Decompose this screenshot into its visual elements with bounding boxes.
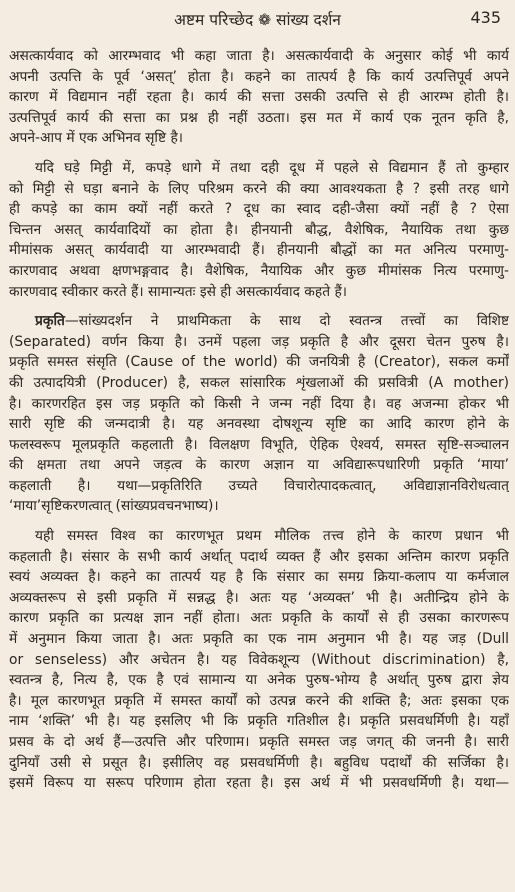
text-line: चिन्तन असत् कार्यवादियों का होता है। हीनयानी बौद्ध, वैशेषिक, नैयायिक तथा कुछ [9, 221, 509, 238]
text-line: दुनियाँ उसी से प्रसूत है। इसीलिए वह प्रसवधर्मिणी है। बहुविध पदार्थों की सर्जिका है। [9, 754, 509, 771]
text-line: नाम ‘शक्ति’ भी है। यह इसलिए भी कि प्रकृति गतिशील है। प्रकृति प्रसवधर्मिणी है। यहाँ [9, 713, 509, 730]
text-line: कारणवाद स्वीकार करते हैं। सामान्यतः इसे ही असत्कार्यवाद कहते हैं। [9, 283, 348, 300]
paragraph-2 [9, 158, 509, 302]
text-line: को मिट्टी से घड़ा बनाने के लिए परिश्रम करने की क्या आवश्यकता है ? इसी तरह धागे [9, 180, 509, 197]
text-line: की उत्पादयित्री (Producer) है, सकल सांसारिक शृंखलाओं की प्रसवित्री (A mother) [9, 374, 509, 391]
text-line: अव्यक्तरूप से इसी प्रकृति में सन्नद्ध है। अतः यह ‘अव्यक्त’ भी है। अतीन्द्रिय होने के [9, 589, 509, 606]
text-line: असत्कार्यवाद को आरम्भवाद भी कहा जाता है। असत्कार्यवादी के अनुसार कोई भी कार्य [9, 48, 509, 64]
text-line: कहलाती है। संसार के सभी कार्य अर्थात् पदार्थ व्यक्त हैं और इसका अन्तिम कारण प्रकृति [9, 548, 509, 565]
text-line: कारण में विद्यमान नहीं रहता है। कार्य की सत्ता उसकी उत्पत्ति से ही आरम्भ होती है। [9, 89, 509, 106]
text-run: —सांख्यदर्शन ने प्राथमिकता के साथ दो स्वतन्त्र तत्त्वों का विशिष्ट [64, 313, 509, 330]
paragraph-gap [9, 149, 509, 158]
text-line: है। कारणरहित इस जड़ प्रकृति को किसी ने जन्म नहीं दिया है। वह अजन्मा होकर भी [9, 395, 509, 412]
paragraph-gap [9, 517, 509, 526]
paragraph-4 [9, 526, 509, 794]
page-number: 435 [470, 8, 501, 27]
text-line: कारणवाद अथवा क्षणभङ्गवाद है। वैशेषिक, नैयायिक और कुछ मीमांसक नित्य परमाणु- [9, 262, 509, 279]
text-line: अपने-आप में एक अभिनव सृष्टि है। [9, 130, 184, 147]
chapter-title: अष्टम परिच्छेद ❁ सांख्य दर्शन [174, 11, 341, 29]
page-body [9, 46, 509, 794]
text-line: यदि घड़े मिट्टी में, कपड़े धागे में तथा दही दूध में पहले से विद्यमान हैं तो कुम्हार [35, 159, 509, 176]
text-line: स्वतन्त्र है, नित्य है, एक है एवं सामान्य या अनेक पुरुष-भोग्य है अर्थात् पुरुष द्वारा ज्ञेय [9, 672, 509, 689]
text-line: स्वयं अव्यक्त है। कहने का तात्पर्य यह है कि संसार का समग्र क्रिया-कलाप या कर्मजाल [9, 569, 509, 586]
text-line: इसमें विरूप या सरूप परिणाम होता रहता है। इस अर्थ में भी प्रसवधर्मिणी है। यथा— [9, 775, 509, 792]
paragraph-3 [9, 311, 509, 517]
running-header [0, 6, 515, 30]
text-line: (Separated) वर्णन किया है। उनमें पहला जड़ प्रकृति है और दूसरा चेतन पुरुष है। [9, 333, 509, 350]
text-line [9, 311, 509, 332]
text-line: में अनुमान किया जाता है। अतः प्रकृति का एक नाम अनुमान भी है। यह जड़ (Dull [9, 631, 509, 648]
text-line: यही समस्त विश्व का कारणभूत प्रथम मौलिक तत्त्व होने के कारण प्रधान भी [35, 528, 509, 545]
text-line: कारण प्रकृति का प्रत्यक्ष ज्ञान नहीं होता। अतः प्रकृति के कार्यों से ही उसका कारणरूप [9, 610, 509, 627]
text-line: है। मूल कारणभूत प्रकृति में समस्त कार्यों को उत्पन्न करने की शक्ति है; अतः इसका एक [9, 692, 509, 709]
text-line: प्रसव के दो अर्थ हैं—उत्पत्ति और परिणाम। प्रकृति समस्त जड़ जगत् की जननी है। सारी [9, 734, 509, 750]
text-line: की क्षमता तथा अपने जड़त्व के कारण अज्ञान या अविद्यारूपधारिणी प्रकृति ‘माया’ [9, 457, 509, 474]
text-line: ‘माया’सृष्टिकरणत्वात् (सांख्यप्रवचनभाष्य)। [9, 498, 219, 515]
text-line: ही कपड़े का काम क्यों नहीं करते ? दूध का स्वाद दही-जैसा क्यों नहीं है ? ऐसा [9, 201, 509, 218]
text-line: मीमांसक असत् कार्यवादी या आरम्भवादी हैं। हीनयानी बौद्धों का मत अनित्य परमाणु- [9, 242, 509, 259]
text-line: अपनी उत्पत्ति के पूर्व ‘असत्’ होता है। कहने का तात्पर्य है कि कार्य उत्पत्तिपूर्व अपने [9, 68, 509, 85]
text-line: or senseless) और अचेतन है। यह विवेकशून्य (Without discrimination) है, [9, 651, 509, 668]
text-line: सारी सृष्टि की जन्मदात्री है। यह अनवस्था दोषशून्य सृष्टि का आदि कारण होने के [9, 416, 509, 433]
text-line: प्रकृति समस्त संसृति (Cause of the world) की जनयित्री है (Creator), सकल कर्मों [9, 354, 509, 371]
text-line: उत्पत्तिपूर्व कार्य की सत्ता का प्रश्न ही नहीं उठता। इस मत में कार्य एक नूतन कृति है, [9, 109, 509, 126]
paragraph-gap [9, 302, 509, 311]
term-prakriti: प्रकृति [35, 313, 65, 330]
text-line: फलस्वरूप मूलप्रकृति कहलाती है। विलक्षण विभूति, ऐहिक ऐश्वर्य, समस्त सृष्टि-सञ्चालन [9, 436, 509, 453]
paragraph-1 [9, 46, 509, 149]
text-line: कहलाती है। यथा—प्रकृतिरिति उच्यते विचारोत्पादकत्वात्, अविद्याज्ञानविरोधत्वात् [9, 477, 509, 494]
